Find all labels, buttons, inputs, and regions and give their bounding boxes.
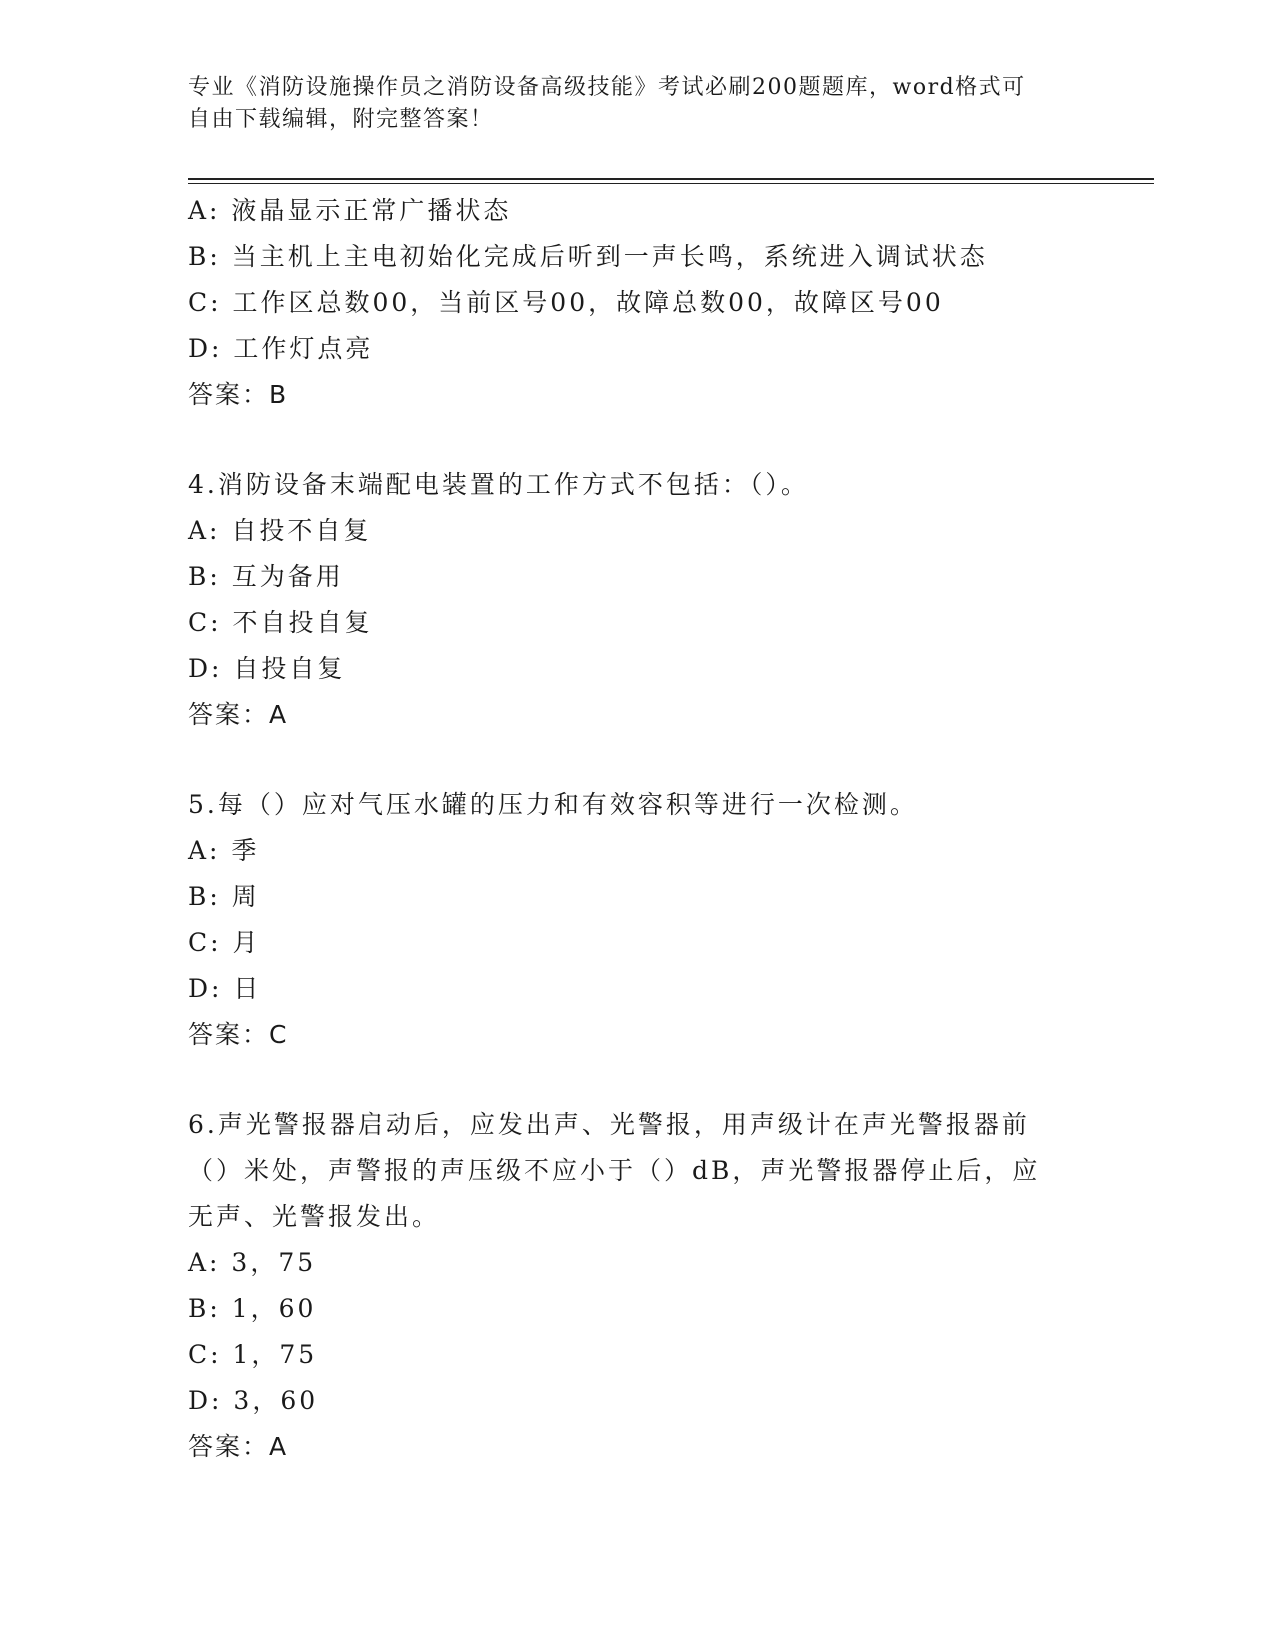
question-4-option-d: D: 自投自复 <box>188 654 346 683</box>
question-6-option-c: C: 1，75 <box>188 1340 318 1369</box>
header-title-line-1: 专业《消防设施操作员之消防设备高级技能》考试必刷200题题库，word格式可 <box>188 75 1026 100</box>
question-6-option-b: B: 1，60 <box>188 1294 317 1323</box>
question-4-answer: 答案：A <box>188 700 289 729</box>
question-3-option-c: C: 工作区总数00，当前区号00，故障总数00，故障区号00 <box>188 288 944 317</box>
question-5-option-b: B: 周 <box>188 882 260 911</box>
question-4-option-b: B: 互为备用 <box>188 562 344 591</box>
question-6-text-line-1: 6.声光警报器启动后，应发出声、光警报，用声级计在声光警报器前 <box>188 1110 1030 1139</box>
question-4-text: 4.消防设备末端配电装置的工作方式不包括：（）。 <box>188 470 809 499</box>
header-divider-thin <box>188 183 1154 184</box>
question-6-text-line-2: （）米处，声警报的声压级不应小于（）dB，声光警报器停止后，应 <box>188 1156 1041 1185</box>
header-title-line-2: 自由下载编辑，附完整答案！ <box>188 107 494 132</box>
question-3-answer: 答案：B <box>188 380 289 409</box>
question-3-option-d: D: 工作灯点亮 <box>188 334 374 363</box>
question-5-answer: 答案：C <box>188 1020 289 1049</box>
question-4-option-a: A: 自投不自复 <box>188 516 372 545</box>
question-6-block <box>188 1102 1088 1470</box>
question-list <box>188 188 1088 1470</box>
question-4-block <box>188 462 1088 738</box>
question-4-option-c: C: 不自投自复 <box>188 608 373 637</box>
document-header <box>188 72 1068 136</box>
question-6-option-d: D: 3，60 <box>188 1386 319 1415</box>
question-6-text-line-3: 无声、光警报发出。 <box>188 1202 441 1231</box>
question-3-block <box>188 188 1088 418</box>
question-5-option-d: D: 日 <box>188 974 262 1003</box>
question-5-option-a: A: 季 <box>188 836 260 865</box>
question-5-text: 5.每（）应对气压水罐的压力和有效容积等进行一次检测。 <box>188 790 918 819</box>
question-3-option-b: B: 当主机上主电初始化完成后听到一声长鸣，系统进入调试状态 <box>188 242 988 271</box>
question-5-block <box>188 782 1088 1058</box>
header-divider-thick <box>188 178 1154 180</box>
question-6-answer: 答案：A <box>188 1432 289 1461</box>
question-5-option-c: C: 月 <box>188 928 261 957</box>
question-3-option-a: A: 液晶显示正常广播状态 <box>188 196 512 225</box>
question-6-option-a: A: 3，75 <box>188 1248 317 1277</box>
